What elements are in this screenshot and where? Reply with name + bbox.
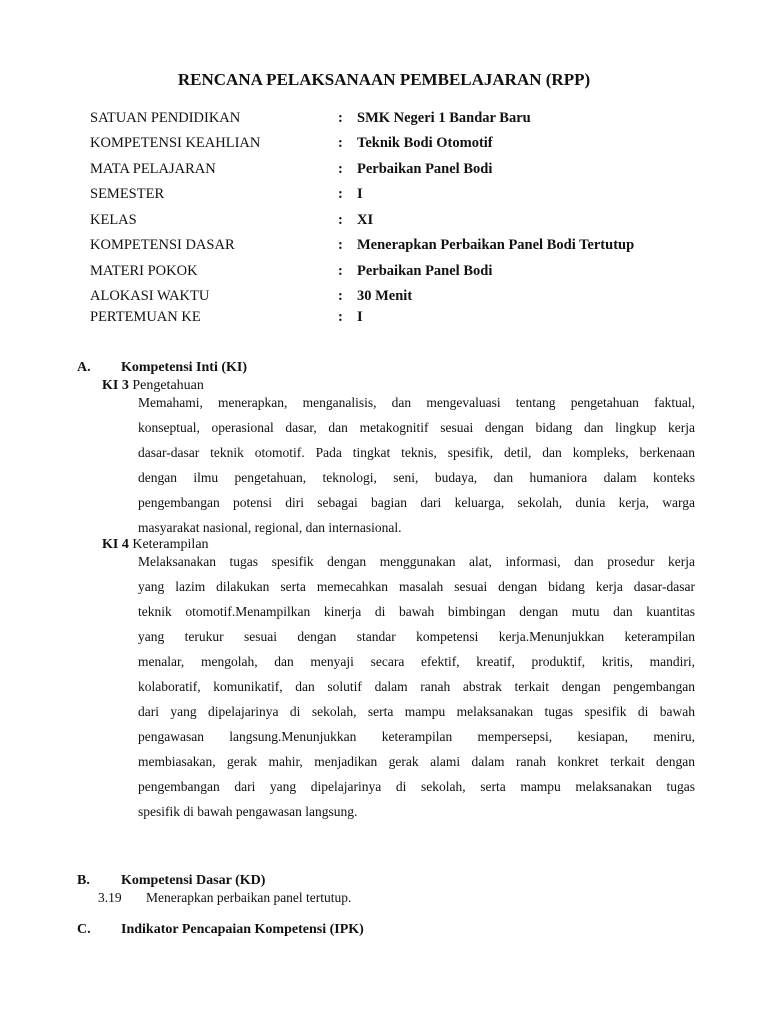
info-label: KELAS	[90, 212, 137, 228]
section-c-title: Indikator Pencapaian Kompetensi (IPK)	[121, 922, 364, 937]
info-label: MATA PELAJARAN	[90, 161, 216, 177]
info-label: KOMPETENSI KEAHLIAN	[90, 135, 261, 151]
paragraph-line: kolaboratif, komunikatif, dan solutif dalam ranah abstrak terkait dengan pengembangan	[138, 679, 695, 694]
info-separator: :	[338, 309, 343, 325]
kd-text: Menerapkan perbaikan panel tertutup.	[146, 890, 352, 905]
info-label: SATUAN PENDIDIKAN	[90, 110, 241, 126]
info-separator: :	[338, 237, 343, 253]
document-title: RENCANA PELAKSANAAN PEMBELAJARAN (RPP)	[177, 70, 591, 89]
kd-number: 3.19	[98, 890, 122, 905]
paragraph-line: spesifik di bawah pengawasan langsung.	[138, 804, 358, 819]
section-b-letter: B.	[77, 873, 90, 888]
info-separator: :	[338, 288, 343, 304]
paragraph-line: Memahami, menerapkan, menganalisis, dan mengevaluasi tentang pengetahuan faktual,	[138, 395, 695, 410]
paragraph-line: Melaksanakan tugas spesifik dengan menggunakan alat, informasi, dan prosedur kerja	[138, 554, 695, 569]
info-label: ALOKASI WAKTU	[90, 288, 210, 304]
info-label: KOMPETENSI DASAR	[90, 237, 235, 253]
ki3-name: Pengetahuan	[132, 378, 204, 393]
paragraph-line: yang lazim dilakukan serta memecahkan masalah sesuai dengan bidang kerja dasar-dasar	[138, 579, 695, 594]
paragraph-line: menalar, mengolah, dan menyaji secara efektif, kreatif, produktif, kritis, mandiri,	[138, 654, 695, 669]
paragraph-line: pengembangan dari yang dipelajarinya di sekolah, serta mampu melaksanakan tugas	[138, 779, 695, 794]
ki4-paragraph	[138, 549, 695, 824]
ki4-name: Keterampilan	[132, 537, 209, 552]
ki4-code: KI 4	[102, 537, 129, 552]
section-b-title: Kompetensi Dasar (KD)	[121, 873, 266, 888]
info-separator: :	[338, 110, 343, 126]
section-a-letter: A.	[77, 360, 91, 375]
info-separator: :	[338, 135, 343, 151]
ki3-paragraph	[138, 390, 695, 540]
info-separator: :	[338, 161, 343, 177]
paragraph-line: konseptual, operasional dasar, dan metakognitif sesuai dengan bidang dan lingkup kerja	[138, 420, 695, 435]
info-label: SEMESTER	[90, 186, 165, 202]
info-value: Teknik Bodi Otomotif	[357, 135, 493, 151]
paragraph-line: masyarakat nasional, regional, dan internasional.	[138, 520, 402, 535]
info-label: MATERI POKOK	[90, 263, 198, 279]
info-value: XI	[357, 212, 374, 228]
info-separator: :	[338, 186, 343, 202]
ki3-code: KI 3	[102, 378, 129, 393]
info-value: Menerapkan Perbaikan Panel Bodi Tertutup	[357, 237, 635, 253]
info-separator: :	[338, 212, 343, 228]
section-a-title: Kompetensi Inti (KI)	[121, 360, 247, 375]
paragraph-line: yang terukur sesuai dengan standar kompetensi kerja.Menunjukkan keterampilan	[138, 629, 695, 644]
paragraph-line: dasar-dasar teknik otomotif. Pada tingkat teknis, spesifik, detil, dan kompleks, berkenaan	[138, 445, 695, 460]
paragraph-line: dari yang dipelajarinya di sekolah, serta mampu melaksanakan tugas spesifik di bawah	[138, 704, 695, 719]
info-separator: :	[338, 263, 343, 279]
info-value: SMK Negeri 1 Bandar Baru	[357, 110, 531, 126]
paragraph-line: teknik otomotif.Menampilkan kinerja di bawah bimbingan dengan mutu dan kuantitas	[138, 604, 695, 619]
info-value: 30 Menit	[357, 288, 413, 304]
paragraph-line: pengawasan langsung.Menunjukkan keterampilan mempersepsi, kesiapan, meniru,	[138, 729, 695, 744]
info-value: I	[357, 309, 363, 325]
info-value: I	[357, 186, 363, 202]
info-label: PERTEMUAN KE	[90, 309, 201, 325]
paragraph-line: membiasakan, gerak mahir, menjadikan gerak alami dalam ranah konkret terkait dengan	[138, 754, 695, 769]
info-value: Perbaikan Panel Bodi	[357, 263, 493, 279]
section-c-letter: C.	[77, 922, 91, 937]
info-value: Perbaikan Panel Bodi	[357, 161, 493, 177]
paragraph-line: pengembangan potensi diri sebagai bagian dari keluarga, sekolah, dunia kerja, warga	[138, 495, 695, 510]
paragraph-line: dengan ilmu pengetahuan, teknologi, seni, budaya, dan humaniora dalam konteks	[138, 470, 695, 485]
